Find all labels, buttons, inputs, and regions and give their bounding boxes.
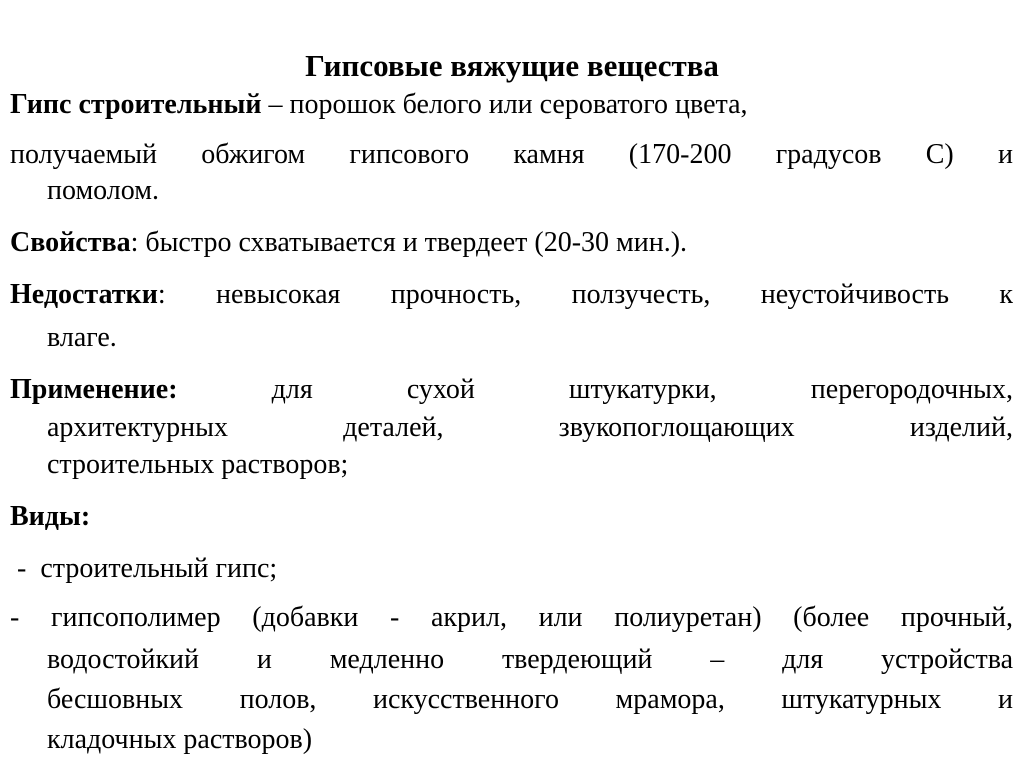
properties-line [10, 226, 687, 260]
cons-text: : невысокая прочность, ползучесть, неустойчивость к [157, 279, 1013, 310]
types-item-2-line-4: кладочных растворов) [47, 724, 313, 755]
types-item-1: - строительный гипс; [10, 553, 278, 584]
properties-term: Свойства [10, 227, 131, 258]
usage-line-1 [10, 373, 1013, 407]
types-term: Виды: [10, 501, 91, 532]
cons-term: Недостатки [10, 279, 158, 310]
usage-line-2: архитектурных деталей, звукопоглощающих изделий, [47, 412, 1013, 443]
gips-line-2: получаемый обжигом гипсового камня (170-200 градусов С) и [10, 139, 1013, 170]
usage-text: для сухой штукатурки, перегородочных, [177, 374, 1013, 405]
gips-text: – порошок белого или сероватого цвета, [261, 89, 748, 120]
cons-line-1 [10, 278, 1013, 312]
properties-text: : быстро схватывается и твердеет (20-30 мин.). [130, 227, 688, 258]
types-item-2-line-2: водостойкий и медленно твердеющий – для устройства [47, 644, 1013, 675]
usage-line-3: строительных растворов; [47, 449, 349, 480]
gips-term: Гипс строительный [10, 89, 262, 120]
usage-term: Применение: [10, 374, 178, 405]
types-item-2-line-1: - гипсополимер (добавки - акрил, или полиуретан) (более прочный, [10, 602, 1013, 633]
gips-line-1 [10, 88, 748, 122]
slide-title: Гипсовые вяжущие вещества [305, 48, 719, 83]
types-heading [10, 500, 90, 534]
cons-line-2: влаге. [47, 322, 117, 353]
types-item-2-line-3: бесшовных полов, искусственного мрамора, штукатурных и [47, 684, 1013, 715]
gips-line-3: помолом. [47, 175, 159, 206]
